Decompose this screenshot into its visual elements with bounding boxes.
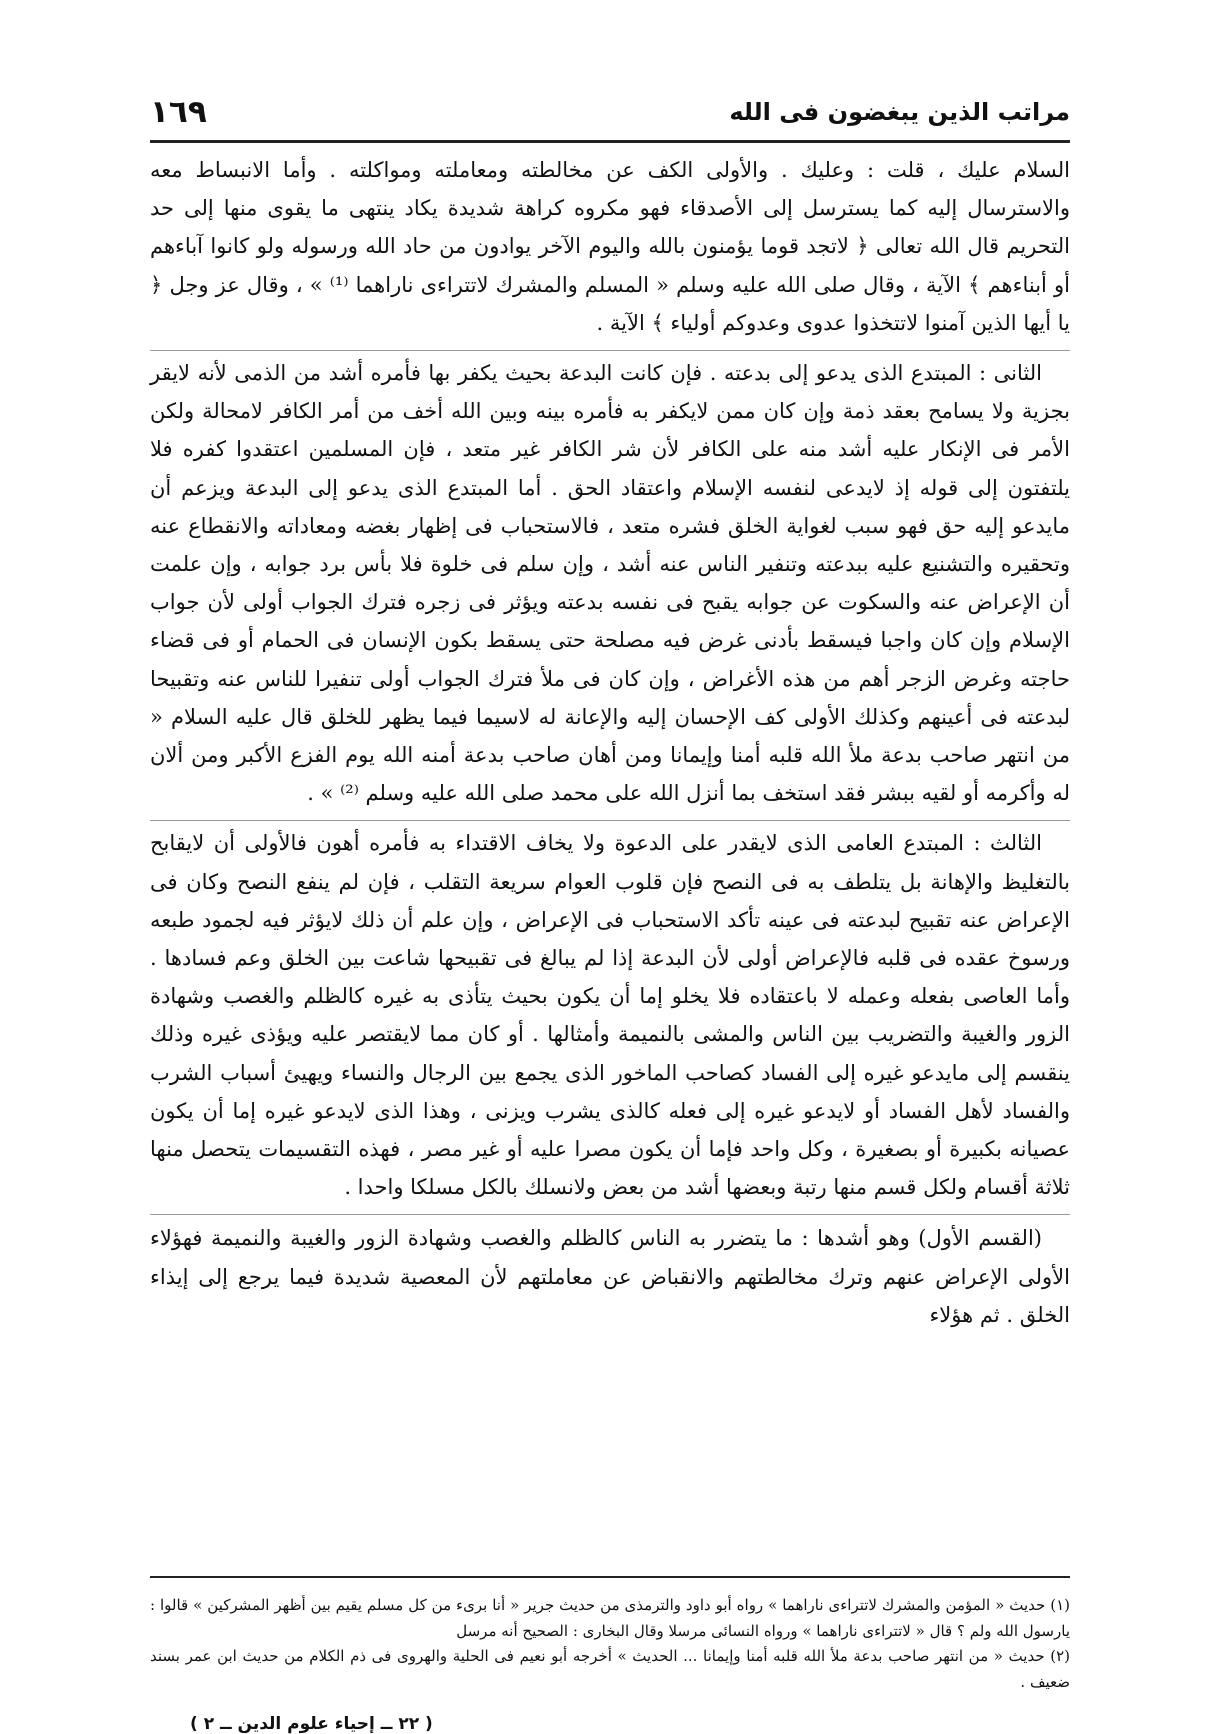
footnotes [150,1593,1070,1695]
paragraph-3: الثالث : المبتدع العامى الذى لايقدر على الدعوة ولا يخاف الاقتداء به فأمره أهون فالأولى أن لايقابح بالتغليظ والإهانة بل يتلطف به فى النصح فإن قلوب العوام سريعة التقلب ، فإن لم ينفع النصح وكان فى الإعراض عنه تقبيح لبدعته فى عينه تأكد الاستحباب فى الإعراض ، وإن علم أن ذلك لايؤثر فيه لجمود طبعه ورسوخ عقده فى قلبه فالإعراض أولى لأن البدعة إذا لم يبالغ فى تقبيحها شاعت بين الخلق وعم فسادها . وأما العاصى بفعله وعمله لا باعتقاده فلا يخلو إما أن يكون بحيث يتأذى به غيره كالظلم والغصب وشهادة الزور والغيبة والتضريب بين الناس والمشى بالنميمة وأمثالها . أو كان مما لايقتصر عليه ويؤذى غيره وذلك ينقسم إلى مايدعو غيره إلى الفساد كصاحب الماخور الذى يجمع بين الرجال والنساء ويهيئ أسباب الشرب والفساد لأهل الفساد أو لايدعو غيره إلى فعله كالذى يشرب ويزنى ، وهذا الذى لايدعو غيره إما أن يكون عصيانه بكبيرة أو بصغيرة ، وكل واحد فإما أن يكون مصرا عليه أو غير مصر ، فهذه التقسيمات يتحصل منها ثلاثة أقسام ولكل قسم منها رتبة وبعضها أشد من بعض ولانسلك بالكل مسلكا واحدا . [150,820,1070,1206]
page-header [150,88,1070,140]
signature-mark: ( ٢٢ ــ إحياء علوم الدين ــ ٢ ) [190,1714,433,1734]
header-rule [150,140,1070,143]
paragraph-4: (القسم الأول) وهو أشدها : ما يتضرر به الناس كالظلم والغصب وشهادة الزور والغيبة والنميمة فهؤلاء الأولى الإعراض عنهم وترك مخالطتهم والانقباض عن معاملتهم لأن المعصية شديدة فيما يرجع إلى إيذاء الخلق . ثم هؤلاء [150,1214,1070,1334]
paragraph-2: الثانى : المبتدع الذى يدعو إلى بدعته . فإن كانت البدعة بحيث يكفر بها فأمره أشد من الذمى لأنه لايقر بجزية ولا يسامح بعقد ذمة وإن كان ممن لايكفر به فأمره بينه وبين الله أخف من أمر الكافر لامحالة ولكن الأمر فى الإنكار عليه أشد منه على الكافر لأن شر الكافر غير متعد ، فإن المسلمين اعتقدوا كفره فلا يلتفتون إلى قوله إذ لايدعى لنفسه الإسلام واعتقاد الحق . أما المبتدع الذى يدعو إلى البدعة ويزعم أن مايدعو إليه حق فهو سبب لغواية الخلق فشره متعد ، فالاستحباب فى إظهار بغضه ومعاداته والانقطاع عنه وتحقيره والتشنيع عليه ببدعته وتنفير الناس عنه أشد ، وإن سلم فى خلوة فلا بأس برد جوابه ، وإن علمت أن الإعراض عنه والسكوت عن جوابه يقبح فى نفسه بدعته ويؤثر فى زجره فترك الجواب أولى لأن جواب الإسلام وإن كان واجبا فيسقط بأدنى غرض فيه مصلحة حتى يسقط بكون الإنسان فى الحمام أو فى قضاء حاجته وغرض الزجر أهم من هذه الأغراض ، وإن كان فى ملأ فترك الجواب أولى تنفيرا للناس عنه وتقبيحا لبدعته فى أعينهم وكذلك الأولى كف الإحسان إليه والإعانة له لاسيما فيما يظهر للخلق قال عليه السلام « من انتهر صاحب بدعة ملأ الله قلبه أمنا وإيمانا ومن أهان صاحب بدعة أمنه الله يوم الفزع الأكبر ومن ألان له وأكرمه أو لقيه ببشر فقد استخف بما أنزل الله على محمد صلى الله عليه وسلم ⁽²⁾ » . [150,350,1070,812]
footnote-1: (١) حديث « المؤمن والمشرك لاتتراءى ناراهما » رواه أبو داود والترمذى من حديث جرير « أنا برىء من كل مسلم يقيم بين أظهر المشركين » قالوا : يارسول الله ولم ؟ قال « لاتتراءى ناراهما » ورواه النسائى مرسلا وقال البخارى : الصحيح أنه مرسل [150,1596,1070,1640]
footnote-rule [150,1576,1070,1578]
book-page [150,88,1070,1734]
page-number: ١٦٩ [150,94,207,130]
main-text [150,151,1070,1334]
running-title: مراتب الذين يبغضون فى الله [729,98,1070,126]
paragraph-1: السلام عليك ، قلت : وعليك . والأولى الكف عن مخالطته ومعاملته ومواكلته . وأما الانبساط معه والاسترسال إليه كما يسترسل إلى الأصدقاء فهو مكروه كراهة شديدة يكاد ينتهى ما يقوى منها إلى حد التحريم قال الله تعالى ﴿ لاتجد قوما يؤمنون بالله واليوم الآخر يوادون من حاد الله ورسوله ولو كانوا آباءهم أو أبناءهم ﴾ الآية ، وقال صلى الله عليه وسلم « المسلم والمشرك لاتتراءى ناراهما ⁽¹⁾ » ، وقال عز وجل ﴿ يا أيها الذين آمنوا لاتتخذوا عدوى وعدوكم أولياء ﴾ الآية . [150,158,1070,335]
footnote-2: (٢) حديث « من انتهر صاحب بدعة ملأ الله قلبه أمنا وإيمانا ... الحديث » أخرجه أبو نعيم فى الحلية والهروى فى ذم الكلام من حديث ابن عمر بسند ضعيف . [150,1647,1070,1691]
